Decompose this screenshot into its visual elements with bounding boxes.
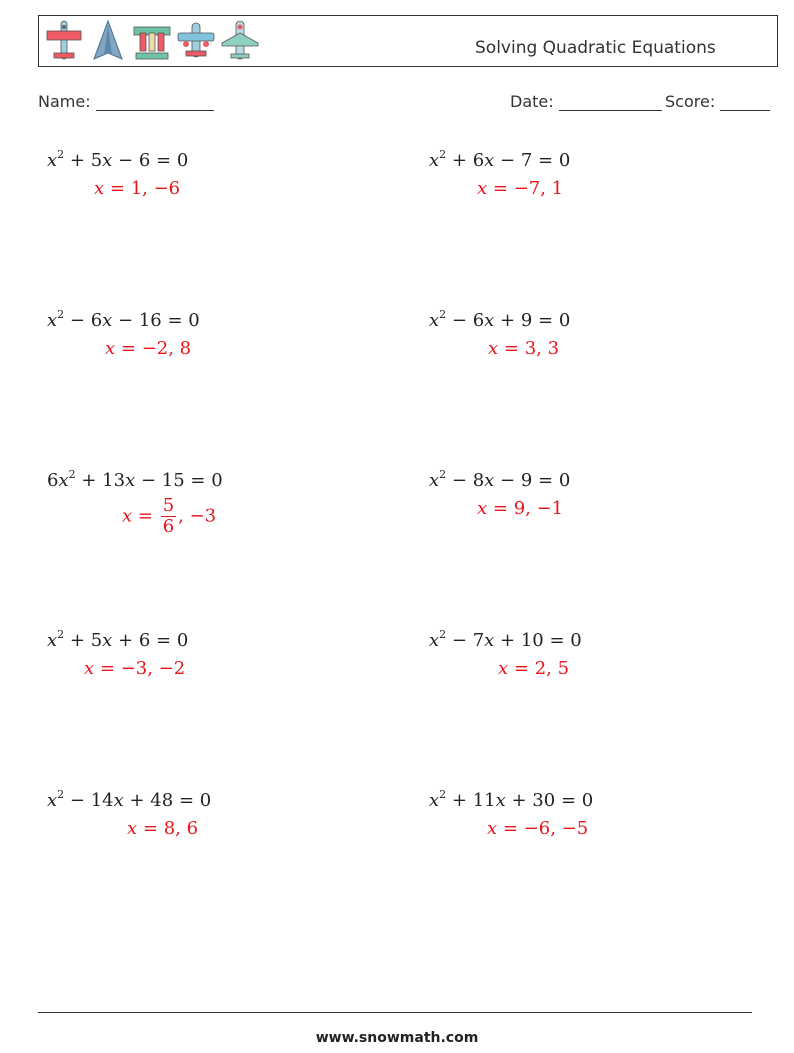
page-title: Solving Quadratic Equations bbox=[475, 38, 716, 58]
equation: $x^2 + 11x + 30 = 0$ bbox=[429, 788, 594, 811]
problem-1 bbox=[38, 150, 398, 230]
green-plane-icon bbox=[132, 19, 172, 63]
answer: x = 1, −6 bbox=[94, 178, 181, 199]
answer: x = 8, 6 bbox=[127, 818, 199, 839]
equation: $x^2 - 6x - 16 = 0$ bbox=[47, 308, 200, 331]
name-line[interactable] bbox=[96, 94, 214, 111]
answer: x = −7, 1 bbox=[477, 178, 564, 199]
blue-jet-icon bbox=[88, 19, 128, 63]
problem-3 bbox=[38, 310, 398, 390]
answer: x = 9, −1 bbox=[477, 498, 564, 519]
footer-url[interactable]: www.snowmath.com bbox=[315, 1030, 479, 1046]
red-plane-icon bbox=[44, 19, 84, 63]
answer: x = 2, 5 bbox=[498, 658, 570, 679]
score-label: Score: bbox=[665, 92, 716, 111]
date-field bbox=[510, 92, 662, 111]
equation: $x^2 - 8x - 9 = 0$ bbox=[429, 468, 571, 491]
answer: x = 3, 3 bbox=[488, 338, 560, 359]
equation: $x^2 + 5x + 6 = 0$ bbox=[47, 628, 189, 651]
equation: $6x^2 + 13x - 15 = 0$ bbox=[47, 468, 223, 491]
equation: $x^2 - 6x + 9 = 0$ bbox=[429, 308, 571, 331]
problem-4 bbox=[420, 310, 780, 390]
score-field bbox=[665, 92, 770, 111]
date-label: Date: bbox=[510, 92, 554, 111]
problem-2 bbox=[420, 150, 780, 230]
blue-plane-icon bbox=[176, 19, 216, 63]
equation: $x^2 - 14x + 48 = 0$ bbox=[47, 788, 212, 811]
problem-10 bbox=[420, 790, 780, 870]
problem-6 bbox=[420, 470, 780, 550]
date-line[interactable] bbox=[559, 94, 662, 111]
answer: x = $\frac{5}{6}$ , −3 bbox=[122, 495, 217, 537]
score-line[interactable] bbox=[720, 94, 770, 111]
answer: x = −2, 8 bbox=[105, 338, 192, 359]
answer-fraction: $\frac{5}{6}$ bbox=[162, 495, 175, 537]
footer-divider bbox=[38, 1012, 752, 1013]
equation: $x^2 - 7x + 10 = 0$ bbox=[429, 628, 582, 651]
header-box bbox=[38, 15, 778, 67]
answer: x = −6, −5 bbox=[487, 818, 589, 839]
name-field bbox=[38, 92, 214, 111]
problem-9 bbox=[38, 790, 398, 870]
problem-7 bbox=[38, 630, 398, 710]
answer: x = −3, −2 bbox=[84, 658, 186, 679]
equation: $x^2 + 5x - 6 = 0$ bbox=[47, 148, 189, 171]
problem-5 bbox=[38, 470, 398, 550]
teal-plane-icon bbox=[220, 19, 260, 63]
problem-8 bbox=[420, 630, 780, 710]
header-icons bbox=[44, 19, 260, 63]
name-label: Name: bbox=[38, 92, 91, 111]
equation: $x^2 + 6x - 7 = 0$ bbox=[429, 148, 571, 171]
